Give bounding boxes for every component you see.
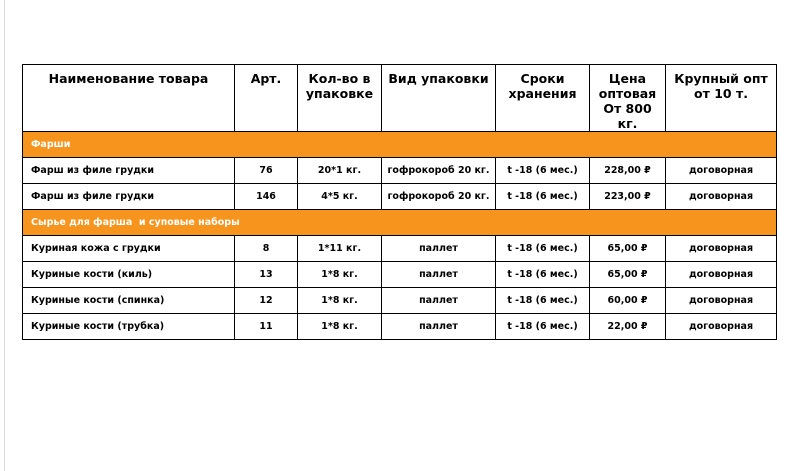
cell-article: 12: [235, 288, 298, 314]
cell-wholesale-price: 65,00 ₽: [590, 236, 666, 262]
table-row: [23, 158, 777, 184]
cell-pack-type: паллет: [382, 314, 496, 340]
cell-pack-quantity: 1*11 кг.: [298, 236, 382, 262]
table-row: [23, 288, 777, 314]
cell-pack-quantity: 20*1 кг.: [298, 158, 382, 184]
header-storage-term: Сроки хранения: [496, 65, 590, 132]
cell-storage-term: t -18 (6 мес.): [496, 158, 590, 184]
table-row: [23, 184, 777, 210]
header-pack-type: Вид упаковки: [382, 65, 496, 132]
section-title: Фарши: [23, 132, 777, 158]
cell-article: 8: [235, 236, 298, 262]
cell-pack-quantity: 1*8 кг.: [298, 288, 382, 314]
header-article: Арт.: [235, 65, 298, 132]
cell-wholesale-price: 223,00 ₽: [590, 184, 666, 210]
header-wholesale-price: Цена оптовая От 800 кг.: [590, 65, 666, 132]
cell-product-name: Куриные кости (киль): [23, 262, 235, 288]
cell-storage-term: t -18 (6 мес.): [496, 184, 590, 210]
cell-pack-type: гофрокороб 20 кг.: [382, 158, 496, 184]
cell-product-name: Фарш из филе грудки: [23, 184, 235, 210]
table-row: [23, 314, 777, 340]
cell-article: 11: [235, 314, 298, 340]
cell-article: 146: [235, 184, 298, 210]
cell-wholesale-price: 65,00 ₽: [590, 262, 666, 288]
cell-pack-quantity: 4*5 кг.: [298, 184, 382, 210]
cell-wholesale-price: 60,00 ₽: [590, 288, 666, 314]
cell-wholesale-price: 228,00 ₽: [590, 158, 666, 184]
cell-pack-type: паллет: [382, 236, 496, 262]
header-bulk-price: Крупный опт от 10 т.: [666, 65, 777, 132]
section-row: [23, 210, 777, 236]
cell-bulk-price: договорная: [666, 262, 777, 288]
cell-bulk-price: договорная: [666, 288, 777, 314]
cell-pack-type: паллет: [382, 288, 496, 314]
cell-product-name: Куриная кожа с грудки: [23, 236, 235, 262]
cell-pack-quantity: 1*8 кг.: [298, 262, 382, 288]
cell-article: 13: [235, 262, 298, 288]
cell-pack-type: гофрокороб 20 кг.: [382, 184, 496, 210]
cell-product-name: Куриные кости (спинка): [23, 288, 235, 314]
header-row: [23, 65, 777, 132]
cell-product-name: Куриные кости (трубка): [23, 314, 235, 340]
cell-bulk-price: договорная: [666, 158, 777, 184]
section-row: [23, 132, 777, 158]
cell-storage-term: t -18 (6 мес.): [496, 236, 590, 262]
cell-bulk-price: договорная: [666, 314, 777, 340]
table-row: [23, 262, 777, 288]
cell-storage-term: t -18 (6 мес.): [496, 262, 590, 288]
table-row: [23, 236, 777, 262]
cell-bulk-price: договорная: [666, 236, 777, 262]
header-pack-quantity: Кол-во в упаковке: [298, 65, 382, 132]
cell-storage-term: t -18 (6 мес.): [496, 314, 590, 340]
price-table: [22, 64, 777, 340]
cell-bulk-price: договорная: [666, 184, 777, 210]
cell-storage-term: t -18 (6 мес.): [496, 288, 590, 314]
cell-wholesale-price: 22,00 ₽: [590, 314, 666, 340]
page-left-edge: [4, 0, 5, 471]
cell-pack-type: паллет: [382, 262, 496, 288]
cell-pack-quantity: 1*8 кг.: [298, 314, 382, 340]
cell-article: 76: [235, 158, 298, 184]
header-product-name: Наименование товара: [23, 65, 235, 132]
cell-product-name: Фарш из филе грудки: [23, 158, 235, 184]
section-title: Сырье для фарша и суповые наборы: [23, 210, 777, 236]
